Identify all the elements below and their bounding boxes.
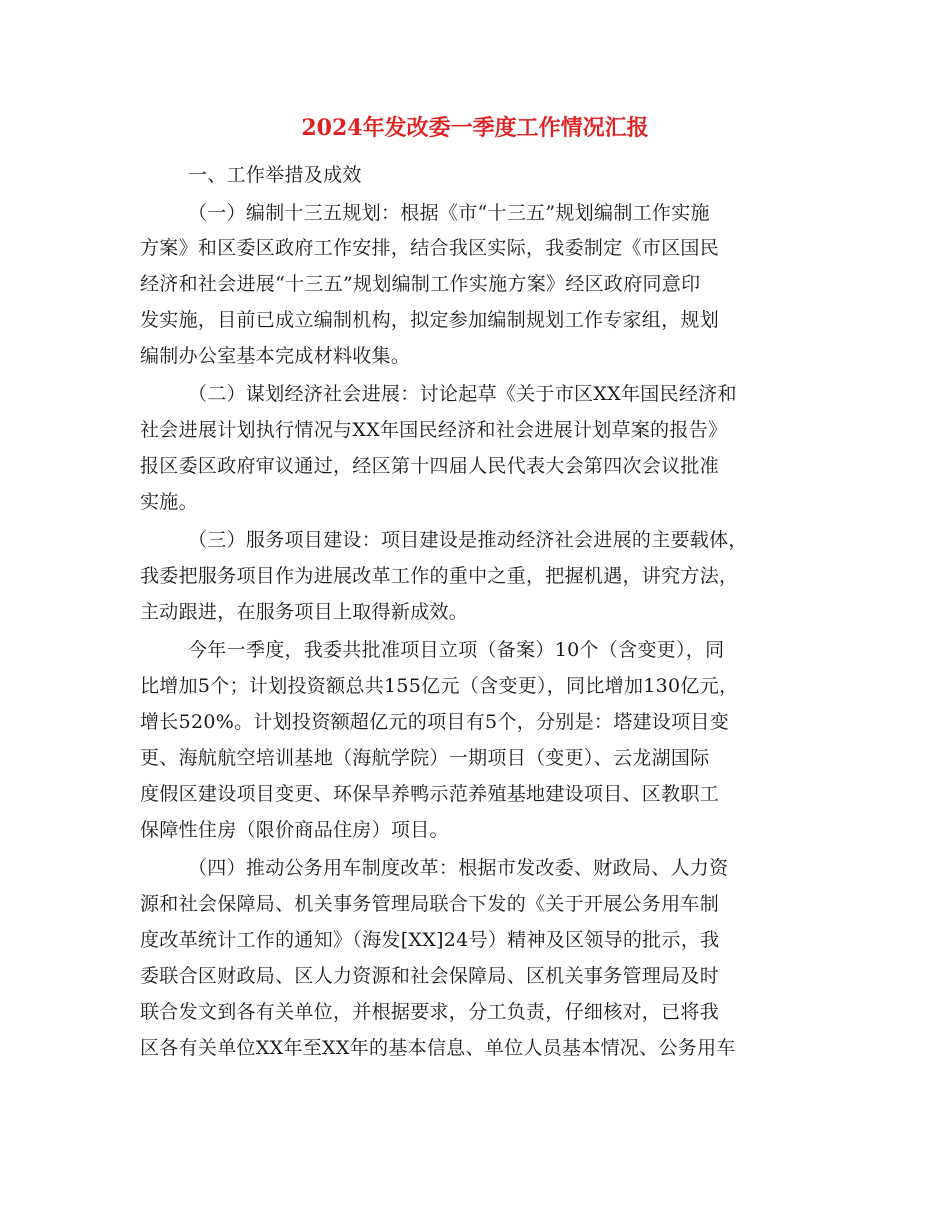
paragraph-line: 源和社会保障局、机关事务管理局联合下发的《关于开展公务用车制 bbox=[140, 893, 720, 915]
paragraph-line: 主动跟进，在服务项目上取得新成效。 bbox=[140, 601, 469, 623]
paragraph-line: （一）编制十三五规划：根据《市“十三五”规划编制工作实施 bbox=[188, 202, 710, 224]
paragraph-line: 今年一季度，我委共批准项目立项（备案）10个（含变更），同 bbox=[188, 639, 725, 661]
paragraph-line: （四）推动公务用车制度改革：根据市发改委、财政局、人力资 bbox=[188, 857, 729, 879]
paragraph-line: 更、海航航空培训基地（海航学院）一期项目（变更）、云龙湖国际 bbox=[140, 747, 710, 769]
paragraph-line: 保障性住房（限价商品住房）项目。 bbox=[140, 819, 449, 841]
paragraph-line: 方案》和区委区政府工作安排，结合我区实际，我委制定《市区国民 bbox=[140, 237, 720, 259]
paragraph-line: 经济和社会进展“十三五”规划编制工作实施方案》经区政府同意印 bbox=[140, 273, 701, 295]
paragraph-line: 联合发文到各有关单位，并根据要求，分工负责，仔细核对，已将我 bbox=[140, 1001, 720, 1023]
paragraph-line: 度假区建设项目变更、环保旱养鸭示范养殖基地建设项目、区教职工 bbox=[140, 783, 720, 805]
paragraph-line: 度改革统计工作的通知》（海发[XX]24号）精神及区领导的批示，我 bbox=[140, 929, 720, 951]
paragraph-line: 编制办公室基本完成材料收集。 bbox=[140, 345, 411, 367]
paragraph-line: 发实施，目前已成立编制机构，拟定参加编制规划工作专家组，规划 bbox=[140, 309, 720, 331]
paragraph-line: 我委把服务项目作为进展改革工作的重中之重，把握机遇，讲究方法， bbox=[140, 565, 739, 587]
paragraph-line: （三）服务项目建设：项目建设是推动经济社会进展的主要载体， bbox=[188, 529, 748, 551]
paragraph-line: 委联合区财政局、区人力资源和社会保障局、区机关事务管理局及时 bbox=[140, 965, 720, 987]
paragraph-line: 实施。 bbox=[140, 491, 198, 513]
paragraph-line: 报区委区政府审议通过，经区第十四届人民代表大会第四次会议批准 bbox=[140, 455, 720, 477]
paragraph-line: 社会进展计划执行情况与XX年国民经济和社会进展计划草案的报告》 bbox=[140, 419, 728, 441]
document-title: 2024年发改委一季度工作情况汇报 bbox=[301, 115, 649, 141]
paragraph-line: 比增加5个；计划投资额总共155亿元（含变更），同比增加130亿元， bbox=[140, 675, 739, 697]
paragraph-line: 区各有关单位XX年至XX年的基本信息、单位人员基本情况、公务用车 bbox=[140, 1037, 736, 1059]
paragraph-line: 增长520%。计划投资额超亿元的项目有5个，分别是：塔建设项目变 bbox=[140, 711, 730, 733]
section-heading: 一、工作举措及成效 bbox=[188, 164, 362, 186]
paragraph-line: （二）谋划经济社会进展：讨论起草《关于市区XX年国民经济和 bbox=[188, 383, 737, 405]
